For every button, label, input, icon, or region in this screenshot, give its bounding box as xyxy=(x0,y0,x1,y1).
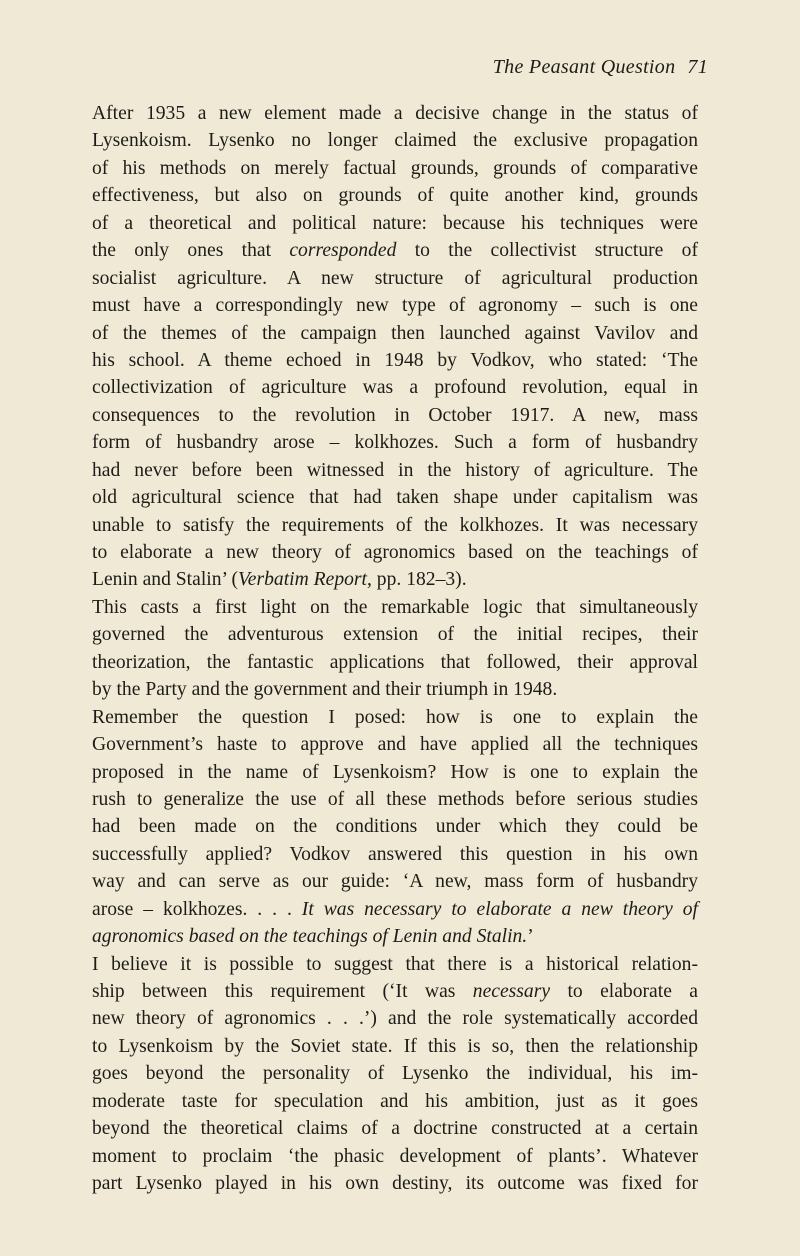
text-line xyxy=(92,155,698,182)
text-segment: to the collectivist structure of xyxy=(396,240,698,262)
text-segment: unable to satisfy the requirements of the kolkhozes. It was necessary xyxy=(92,514,698,536)
text-line xyxy=(92,347,698,374)
text-segment: consequences to the revolution in October 1917. A new, mass xyxy=(92,404,698,426)
text-segment: ’ xyxy=(527,926,534,948)
running-head-title: The Peasant Question xyxy=(492,56,676,78)
text-segment: socialist agriculture. A new structure of agricultural production xyxy=(92,267,698,289)
italic-text: It was necessary to elaborate a new theory of xyxy=(301,898,698,920)
text-segment: his school. A theme echoed in 1948 by Vodkov, who stated: ‘The xyxy=(92,349,698,371)
text-line xyxy=(92,731,698,758)
text-segment: must have a correspondingly new type of agronomy – such is one xyxy=(92,295,698,317)
text-segment: of the themes of the campaign then launched against Vavilov and xyxy=(92,322,698,344)
text-line xyxy=(92,841,698,868)
text-segment: arose – kolkhozes. . . . xyxy=(92,898,302,920)
text-segment: Lenin and Stalin’ ( xyxy=(92,569,239,591)
text-segment: Lysenkoism. Lysenko no longer claimed the exclusive propagation xyxy=(92,130,698,152)
text-segment: theorization, the fantastic applications that followed, their approval xyxy=(92,651,698,673)
text-line xyxy=(92,182,698,209)
text-segment: the only ones that xyxy=(92,240,290,262)
text-line xyxy=(92,951,698,978)
text-segment: effectiveness, but also on grounds of quite another kind, grounds xyxy=(92,185,698,207)
text-segment: new theory of agronomics . . .’) and the role systematically accorded xyxy=(92,1008,698,1030)
text-line xyxy=(92,896,698,923)
text-segment: to elaborate a new theory of agronomics based on the teachings of xyxy=(92,542,698,563)
text-segment: had never before been witnessed in the history of agriculture. The xyxy=(92,459,698,481)
text-segment: governed the adventurous extension of the initial recipes, their xyxy=(92,624,698,646)
text-line xyxy=(92,786,698,813)
text-line xyxy=(92,923,698,950)
text-line xyxy=(92,594,698,621)
text-line xyxy=(92,1115,698,1142)
text-line xyxy=(92,429,698,456)
text-line xyxy=(92,1033,698,1060)
text-segment: of a theoretical and political nature: because his techniques were xyxy=(92,212,698,234)
text-line xyxy=(92,649,698,676)
text-line xyxy=(92,813,698,840)
text-line xyxy=(92,1170,698,1197)
text-line xyxy=(92,1005,698,1032)
text-line xyxy=(92,320,698,347)
text-segment: , pp. 182–3). xyxy=(367,569,467,591)
text-line xyxy=(92,512,698,539)
text-segment: rush to generalize the use of all these methods before serious studies xyxy=(92,788,698,810)
text-line xyxy=(92,457,698,484)
text-segment: This casts a first light on the remarkable logic that simultaneously xyxy=(92,596,698,618)
body-text xyxy=(92,100,698,1198)
text-line xyxy=(92,210,698,237)
italic-text: necessary xyxy=(472,981,551,1002)
text-line xyxy=(92,1060,698,1087)
text-segment: goes beyond the personality of Lysenko the individual, his im- xyxy=(92,1063,698,1085)
text-line xyxy=(92,265,698,292)
text-segment: proposed in the name of Lysenkoism? How is one to explain the xyxy=(92,761,698,783)
text-line xyxy=(92,676,698,703)
text-line xyxy=(92,484,698,511)
text-line xyxy=(92,868,698,895)
italic-text: agronomics based on the teachings of Lenin and Stalin. xyxy=(92,926,528,948)
text-segment: part Lysenko played in his own destiny, its outcome was fixed for xyxy=(92,1173,698,1195)
text-line xyxy=(92,402,698,429)
text-segment: moderate taste for speculation and his ambition, just as it goes xyxy=(92,1090,698,1112)
text-line xyxy=(92,539,698,566)
text-segment: of his methods on merely factual grounds, grounds of comparative xyxy=(92,157,698,179)
text-segment: I believe it is possible to suggest that there is a historical relation- xyxy=(92,953,698,975)
text-line xyxy=(92,374,698,401)
text-segment: ship between this requirement (‘It was xyxy=(92,981,473,1002)
text-segment: beyond the theoretical claims of a doctrine constructed at a certain xyxy=(92,1118,698,1140)
text-line xyxy=(92,759,698,786)
text-line xyxy=(92,621,698,648)
text-segment: had been made on the conditions under which they could be xyxy=(92,816,698,838)
text-segment: Remember the question I posed: how is one to explain the xyxy=(92,706,698,728)
text-segment: old agricultural science that had taken shape under capitalism was xyxy=(92,487,698,509)
text-segment: way and can serve as our guide: ‘A new, mass form of husbandry xyxy=(92,871,698,893)
text-line xyxy=(92,127,698,154)
text-line xyxy=(92,566,698,593)
text-segment: successfully applied? Vodkov answered this question in his own xyxy=(92,843,698,865)
italic-text: Verbatim Report xyxy=(238,569,367,591)
text-line xyxy=(92,704,698,731)
text-segment: to elaborate a xyxy=(550,981,698,1002)
text-segment: by the Party and the government and their triumph in 1948. xyxy=(92,679,558,701)
text-segment: Government’s haste to approve and have applied all the techniques xyxy=(92,734,698,756)
text-line xyxy=(92,1143,698,1170)
text-line xyxy=(92,100,698,127)
text-line xyxy=(92,978,698,1005)
running-head xyxy=(493,56,708,79)
text-segment: collectivization of agriculture was a profound revolution, equal in xyxy=(92,377,698,399)
text-segment: form of husbandry arose – kolkhozes. Such a form of husbandry xyxy=(92,432,698,454)
text-segment: After 1935 a new element made a decisive change in the status of xyxy=(92,103,698,124)
text-segment: moment to proclaim ‘the phasic development of plants’. Whatever xyxy=(92,1145,698,1167)
page-number: 71 xyxy=(687,56,708,78)
text-line xyxy=(92,237,698,264)
italic-text: corresponded xyxy=(289,240,397,262)
text-line xyxy=(92,1088,698,1115)
text-line xyxy=(92,292,698,319)
text-segment: to Lysenkoism by the Soviet state. If this is so, then the relationship xyxy=(92,1035,698,1057)
